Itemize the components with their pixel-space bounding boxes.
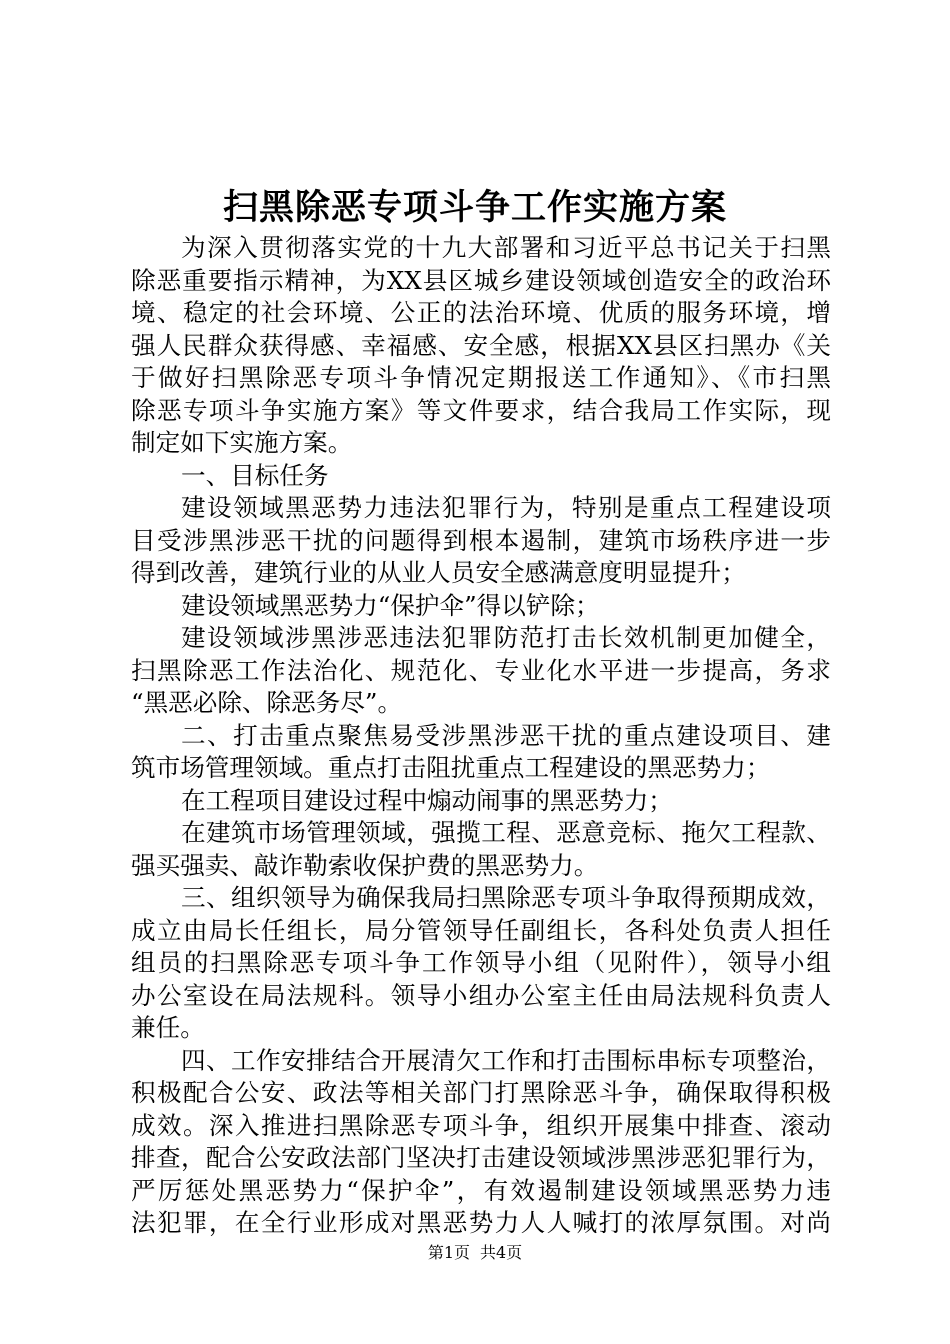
- body-line: 办公室设在局法规科。领导小组办公室主任由局法规科负责人: [131, 980, 831, 1010]
- body-line: 排查，配合公安政法部门坚决打击建设领域涉黑涉恶犯罪行为，: [131, 1143, 831, 1172]
- body-line: 二、打击重点聚焦易受涉黑涉恶干扰的重点建设项目、建: [181, 720, 831, 750]
- body-line: 法犯罪，在全行业形成对黑恶势力人人喊打的浓厚氛围。对尚: [131, 1208, 831, 1237]
- body-line: 严厉惩处黑恶势力“保护伞”，有效遏制建设领域黑恶势力违: [131, 1175, 831, 1205]
- body-line: 扫黑除恶工作法治化、规范化、专业化水平进一步提高，务求: [131, 655, 831, 685]
- body-line: 建设领域黑恶势力“保护伞”得以铲除；: [181, 590, 600, 620]
- body-line: 三、组织领导为确保我局扫黑除恶专项斗争取得预期成效，: [181, 883, 831, 912]
- body-line: 除恶重要指示精神，为XX县区城乡建设领域创造安全的政治环: [131, 265, 831, 295]
- body-line: 制定如下实施方案。: [131, 428, 353, 457]
- body-line: 一、目标任务: [181, 460, 329, 490]
- body-line: 强买强卖、敲诈勒索收保护费的黑恶势力。: [131, 850, 599, 880]
- body-line: 组员的扫黑除恶专项斗争工作领导小组（见附件），领导小组: [131, 948, 831, 977]
- document-title: 扫黑除恶专项斗争工作实施方案: [222, 187, 727, 228]
- document-body: [131, 232, 831, 1240]
- body-line: 积极配合公安、政法等相关部门打黑除恶斗争，确保取得积极: [131, 1078, 831, 1107]
- body-line: 成立由局长任组长，局分管领导任副组长，各科处负责人担任: [131, 915, 831, 945]
- body-line: 兼任。: [131, 1013, 205, 1042]
- body-line: 筑市场管理领域。重点打击阻扰重点工程建设的黑恶势力；: [131, 753, 771, 782]
- body-line: 为深入贯彻落实党的十九大部署和习近平总书记关于扫黑: [181, 233, 831, 262]
- page-footer: [0, 1242, 950, 1264]
- body-line: 强人民群众获得感、幸福感、安全感，根据XX县区扫黑办《关: [131, 330, 831, 360]
- page-total: 共4页: [480, 1243, 523, 1262]
- body-line: 成效。深入推进扫黑除恶专项斗争，组织开展集中排查、滚动: [131, 1110, 831, 1140]
- body-line: 得到改善，建筑行业的从业人员安全感满意度明显提升；: [131, 558, 746, 587]
- body-line: 境、稳定的社会环境、公正的法治环境、优质的服务环境，增: [131, 298, 831, 327]
- body-line: “黑恶必除、除恶务尽”。: [131, 688, 403, 717]
- body-line: 在建筑市场管理领域，强揽工程、恶意竞标、拖欠工程款、: [181, 818, 831, 847]
- body-line: 建设领域黑恶势力违法犯罪行为，特别是重点工程建设项: [181, 493, 831, 522]
- body-line: 除恶专项斗争实施方案》等文件要求，结合我局工作实际，现: [131, 395, 831, 425]
- page-number: 第1页: [427, 1243, 470, 1262]
- body-line: 在工程项目建设过程中煽动闹事的黑恶势力；: [181, 785, 673, 815]
- body-line: 四、工作安排结合开展清欠工作和打击围标串标专项整治，: [181, 1045, 831, 1075]
- body-line: 建设领域涉黑涉恶违法犯罪防范打击长效机制更加健全，: [181, 623, 831, 652]
- body-line: 目受涉黑涉恶干扰的问题得到根本遏制，建筑市场秩序进一步: [131, 525, 831, 555]
- body-line: 于做好扫黑除恶专项斗争情况定期报送工作通知》、《市扫黑: [131, 363, 831, 392]
